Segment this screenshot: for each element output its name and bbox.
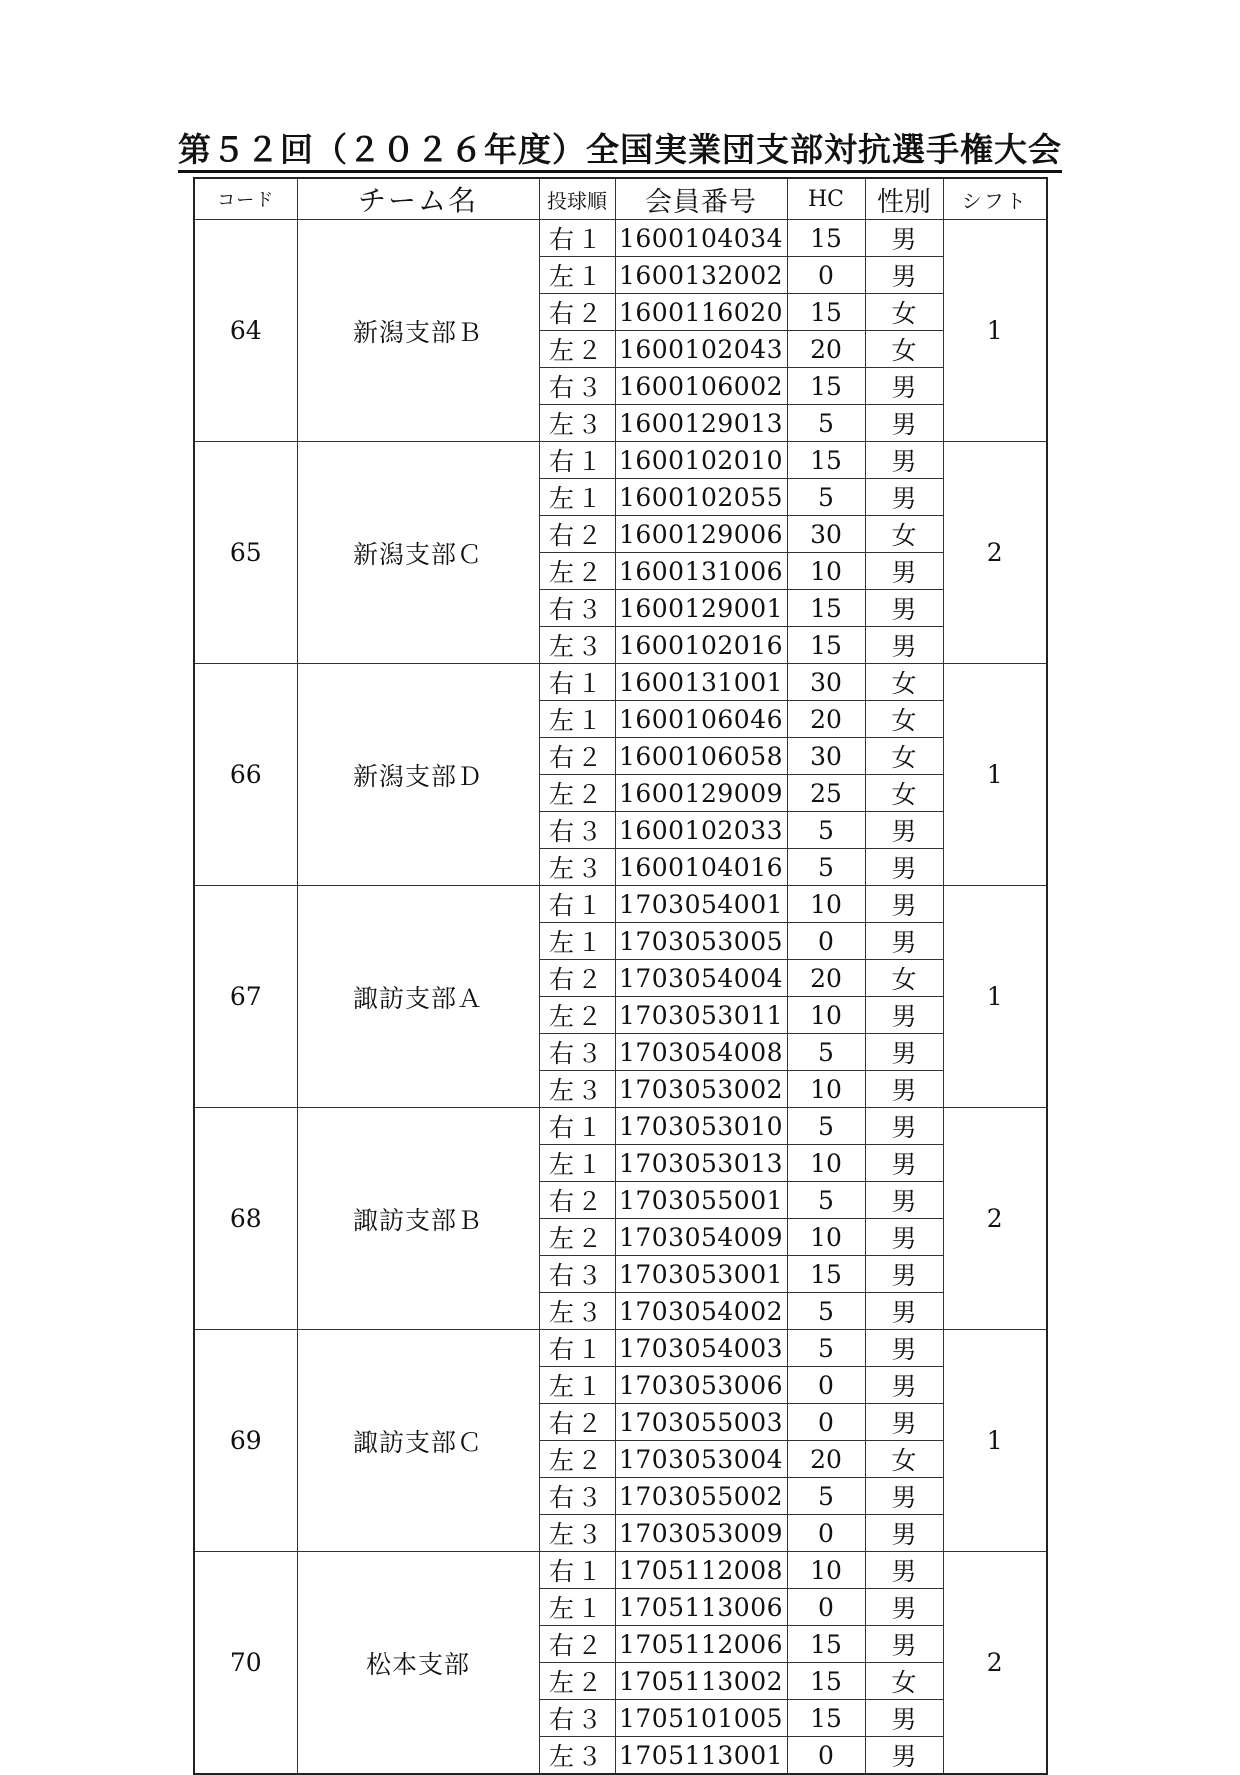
gender: 男: [865, 1034, 943, 1071]
bowling-order: 左３: [539, 1293, 615, 1330]
handicap: 5: [787, 1293, 865, 1330]
team-name: 新潟支部Ｄ: [297, 664, 539, 886]
member-number: 1703053001: [615, 1256, 787, 1293]
table-row: [194, 442, 1047, 479]
table-row: [194, 220, 1047, 257]
handicap: 10: [787, 997, 865, 1034]
gender: 男: [865, 1737, 943, 1775]
team-code: 70: [194, 1552, 297, 1775]
team-name: 新潟支部Ｃ: [297, 442, 539, 664]
member-number: 1703054008: [615, 1034, 787, 1071]
bowling-order: 右２: [539, 960, 615, 997]
table-row: [194, 1330, 1047, 1367]
handicap: 15: [787, 442, 865, 479]
member-number: 1703054001: [615, 886, 787, 923]
bowling-order: 右３: [539, 1034, 615, 1071]
member-number: 1600102033: [615, 812, 787, 849]
handicap: 5: [787, 1108, 865, 1145]
team-name: 諏訪支部Ｂ: [297, 1108, 539, 1330]
member-number: 1703053002: [615, 1071, 787, 1108]
member-number: 1703054002: [615, 1293, 787, 1330]
team-code: 64: [194, 220, 297, 442]
member-number: 1705113001: [615, 1737, 787, 1775]
gender: 男: [865, 1589, 943, 1626]
member-number: 1600129013: [615, 405, 787, 442]
gender: 女: [865, 738, 943, 775]
handicap: 10: [787, 1552, 865, 1589]
gender: 男: [865, 553, 943, 590]
bowling-order: 左３: [539, 1515, 615, 1552]
bowling-order: 右３: [539, 1256, 615, 1293]
handicap: 15: [787, 1663, 865, 1700]
bowling-order: 左３: [539, 849, 615, 886]
gender: 男: [865, 368, 943, 405]
member-number: 1600129006: [615, 516, 787, 553]
shift: 1: [943, 886, 1047, 1108]
gender: 男: [865, 590, 943, 627]
handicap: 15: [787, 1256, 865, 1293]
member-number: 1703055001: [615, 1182, 787, 1219]
handicap: 15: [787, 1700, 865, 1737]
member-number: 1703053006: [615, 1367, 787, 1404]
team-code: 69: [194, 1330, 297, 1552]
handicap: 30: [787, 516, 865, 553]
gender: 男: [865, 1182, 943, 1219]
member-number: 1703054004: [615, 960, 787, 997]
bowling-order: 右２: [539, 516, 615, 553]
gender: 男: [865, 1219, 943, 1256]
handicap: 20: [787, 960, 865, 997]
member-number: 1600104034: [615, 220, 787, 257]
handicap: 15: [787, 1626, 865, 1663]
gender: 男: [865, 1552, 943, 1589]
roster-table: [193, 177, 1048, 1775]
gender: 女: [865, 331, 943, 368]
gender: 女: [865, 1663, 943, 1700]
header-gender: 性別: [865, 178, 943, 220]
member-number: 1600116020: [615, 294, 787, 331]
header-bowling-order: 投球順: [539, 178, 615, 220]
gender: 男: [865, 479, 943, 516]
shift: 1: [943, 1330, 1047, 1552]
handicap: 5: [787, 812, 865, 849]
bowling-order: 右３: [539, 1700, 615, 1737]
bowling-order: 左３: [539, 405, 615, 442]
bowling-order: 左１: [539, 479, 615, 516]
gender: 女: [865, 701, 943, 738]
bowling-order: 左２: [539, 331, 615, 368]
handicap: 25: [787, 775, 865, 812]
handicap: 15: [787, 627, 865, 664]
gender: 男: [865, 1108, 943, 1145]
member-number: 1600131006: [615, 553, 787, 590]
bowling-order: 右１: [539, 220, 615, 257]
shift: 2: [943, 1108, 1047, 1330]
team-name: 諏訪支部Ａ: [297, 886, 539, 1108]
gender: 男: [865, 849, 943, 886]
member-number: 1600106058: [615, 738, 787, 775]
member-number: 1703053004: [615, 1441, 787, 1478]
gender: 男: [865, 1330, 943, 1367]
team-name: 諏訪支部Ｃ: [297, 1330, 539, 1552]
bowling-order: 右１: [539, 1108, 615, 1145]
handicap: 0: [787, 1589, 865, 1626]
team-code: 68: [194, 1108, 297, 1330]
handicap: 20: [787, 331, 865, 368]
handicap: 15: [787, 590, 865, 627]
handicap: 10: [787, 1071, 865, 1108]
bowling-order: 左１: [539, 257, 615, 294]
team-code: 66: [194, 664, 297, 886]
handicap: 20: [787, 1441, 865, 1478]
handicap: 5: [787, 479, 865, 516]
handicap: 5: [787, 1478, 865, 1515]
bowling-order: 左２: [539, 1663, 615, 1700]
gender: 女: [865, 775, 943, 812]
bowling-order: 左３: [539, 1737, 615, 1775]
gender: 男: [865, 1626, 943, 1663]
member-number: 1705101005: [615, 1700, 787, 1737]
gender: 男: [865, 1367, 943, 1404]
handicap: 5: [787, 849, 865, 886]
bowling-order: 右２: [539, 294, 615, 331]
member-number: 1703054003: [615, 1330, 787, 1367]
table-row: [194, 886, 1047, 923]
member-number: 1705112006: [615, 1626, 787, 1663]
bowling-order: 左２: [539, 1441, 615, 1478]
gender: 男: [865, 1700, 943, 1737]
bowling-order: 右１: [539, 442, 615, 479]
member-number: 1703053010: [615, 1108, 787, 1145]
member-number: 1600102016: [615, 627, 787, 664]
bowling-order: 左３: [539, 627, 615, 664]
gender: 女: [865, 664, 943, 701]
gender: 男: [865, 1515, 943, 1552]
gender: 男: [865, 257, 943, 294]
gender: 男: [865, 1071, 943, 1108]
gender: 男: [865, 886, 943, 923]
bowling-order: 右３: [539, 590, 615, 627]
bowling-order: 右２: [539, 1182, 615, 1219]
gender: 男: [865, 442, 943, 479]
member-number: 1600132002: [615, 257, 787, 294]
bowling-order: 右２: [539, 1404, 615, 1441]
member-number: 1600106046: [615, 701, 787, 738]
team-code: 67: [194, 886, 297, 1108]
gender: 男: [865, 1478, 943, 1515]
handicap: 0: [787, 923, 865, 960]
gender: 男: [865, 1256, 943, 1293]
handicap: 30: [787, 738, 865, 775]
table-row: [194, 1552, 1047, 1589]
shift: 2: [943, 442, 1047, 664]
member-number: 1600102010: [615, 442, 787, 479]
bowling-order: 右１: [539, 1330, 615, 1367]
bowling-order: 左１: [539, 923, 615, 960]
bowling-order: 右３: [539, 1478, 615, 1515]
bowling-order: 右１: [539, 886, 615, 923]
member-number: 1703053013: [615, 1145, 787, 1182]
member-number: 1705112008: [615, 1552, 787, 1589]
member-number: 1600129001: [615, 590, 787, 627]
team-name: 松本支部: [297, 1552, 539, 1775]
bowling-order: 右１: [539, 664, 615, 701]
gender: 男: [865, 812, 943, 849]
member-number: 1600102055: [615, 479, 787, 516]
handicap: 5: [787, 1330, 865, 1367]
header-member-number: 会員番号: [615, 178, 787, 220]
bowling-order: 右３: [539, 368, 615, 405]
bowling-order: 左３: [539, 1071, 615, 1108]
gender: 男: [865, 405, 943, 442]
member-number: 1703055003: [615, 1404, 787, 1441]
handicap: 15: [787, 220, 865, 257]
gender: 男: [865, 1145, 943, 1182]
handicap: 10: [787, 886, 865, 923]
member-number: 1600102043: [615, 331, 787, 368]
handicap: 0: [787, 1367, 865, 1404]
roster-body: [194, 220, 1047, 1775]
gender: 男: [865, 220, 943, 257]
header-row: [194, 178, 1047, 220]
bowling-order: 左２: [539, 775, 615, 812]
handicap: 0: [787, 1737, 865, 1775]
handicap: 5: [787, 1034, 865, 1071]
page-title: [0, 124, 1240, 171]
gender: 女: [865, 960, 943, 997]
handicap: 20: [787, 701, 865, 738]
gender: 男: [865, 627, 943, 664]
shift: 1: [943, 220, 1047, 442]
table-row: [194, 664, 1047, 701]
member-number: 1600104016: [615, 849, 787, 886]
member-number: 1600129009: [615, 775, 787, 812]
header-code: コード: [194, 178, 297, 220]
member-number: 1703053005: [615, 923, 787, 960]
team-code: 65: [194, 442, 297, 664]
handicap: 15: [787, 294, 865, 331]
member-number: 1703054009: [615, 1219, 787, 1256]
bowling-order: 右１: [539, 1552, 615, 1589]
bowling-order: 右２: [539, 1626, 615, 1663]
member-number: 1703053009: [615, 1515, 787, 1552]
header-handicap: HC: [787, 178, 865, 220]
handicap: 10: [787, 1219, 865, 1256]
member-number: 1705113002: [615, 1663, 787, 1700]
bowling-order: 左１: [539, 1367, 615, 1404]
handicap: 5: [787, 405, 865, 442]
page-title-text: 第５２回（２０２６年度）全国実業団支部対抗選手権大会: [178, 130, 1062, 173]
header-shift: シフト: [943, 178, 1047, 220]
bowling-order: 左１: [539, 701, 615, 738]
gender: 男: [865, 1293, 943, 1330]
bowling-order: 左２: [539, 553, 615, 590]
bowling-order: 左１: [539, 1589, 615, 1626]
team-name: 新潟支部Ｂ: [297, 220, 539, 442]
header-team-name: チーム名: [297, 178, 539, 220]
handicap: 30: [787, 664, 865, 701]
bowling-order: 左２: [539, 997, 615, 1034]
bowling-order: 左２: [539, 1219, 615, 1256]
shift: 2: [943, 1552, 1047, 1775]
handicap: 10: [787, 553, 865, 590]
handicap: 0: [787, 257, 865, 294]
handicap: 15: [787, 368, 865, 405]
member-number: 1703053011: [615, 997, 787, 1034]
handicap: 0: [787, 1515, 865, 1552]
bowling-order: 右３: [539, 812, 615, 849]
member-number: 1703055002: [615, 1478, 787, 1515]
gender: 女: [865, 516, 943, 553]
shift: 1: [943, 664, 1047, 886]
gender: 女: [865, 1441, 943, 1478]
member-number: 1705113006: [615, 1589, 787, 1626]
gender: 男: [865, 997, 943, 1034]
gender: 男: [865, 1404, 943, 1441]
table-row: [194, 1108, 1047, 1145]
handicap: 10: [787, 1145, 865, 1182]
gender: 男: [865, 923, 943, 960]
member-number: 1600131001: [615, 664, 787, 701]
bowling-order: 左１: [539, 1145, 615, 1182]
bowling-order: 右２: [539, 738, 615, 775]
gender: 女: [865, 294, 943, 331]
handicap: 0: [787, 1404, 865, 1441]
member-number: 1600106002: [615, 368, 787, 405]
handicap: 5: [787, 1182, 865, 1219]
